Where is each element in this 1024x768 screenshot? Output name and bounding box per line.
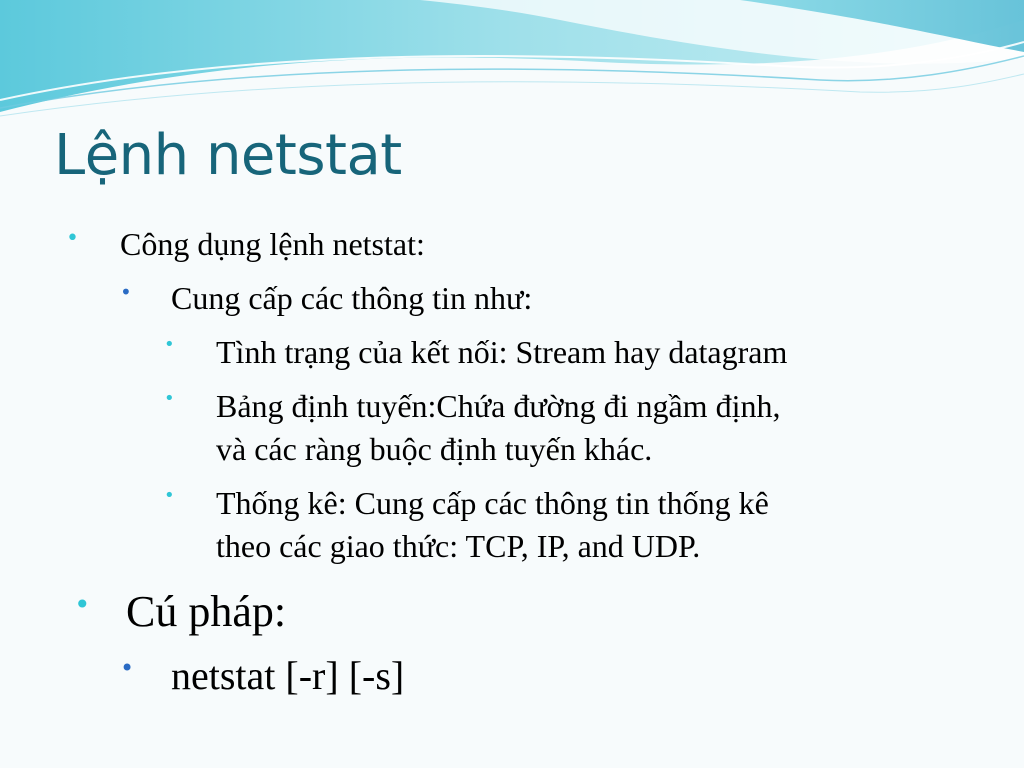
bullet-icon: • <box>164 334 175 355</box>
list-item-text-line1: Thống kê: Cung cấp các thông tin thống kê <box>216 485 769 521</box>
list-item-text: Tình trạng của kết nối: Stream hay datagram <box>216 334 788 370</box>
header-wave-decoration <box>0 0 1024 140</box>
bullet-icon: • <box>74 588 91 621</box>
bullet-icon: • <box>164 388 175 409</box>
bullet-icon: • <box>120 654 135 682</box>
list-item-text-line2: theo các giao thức: TCP, IP, and UDP. <box>216 528 701 564</box>
list-item-text: netstat [-r] [-s] <box>171 653 405 698</box>
bullet-icon: • <box>120 280 132 304</box>
list-item-text-line2: và các ràng buộc định tuyến khác. <box>216 431 653 467</box>
bullet-icon: • <box>164 485 175 506</box>
list-item-text: Cung cấp các thông tin như: <box>171 280 533 316</box>
list-item-text: Công dụng lệnh netstat: <box>120 226 425 262</box>
bullet-icon: • <box>66 226 79 251</box>
slide-title: Lệnh netstat <box>54 123 402 188</box>
list-item-text-line1: Bảng định tuyến:Chứa đường đi ngầm định, <box>216 388 781 424</box>
list-item-text: Cú pháp: <box>126 587 287 636</box>
